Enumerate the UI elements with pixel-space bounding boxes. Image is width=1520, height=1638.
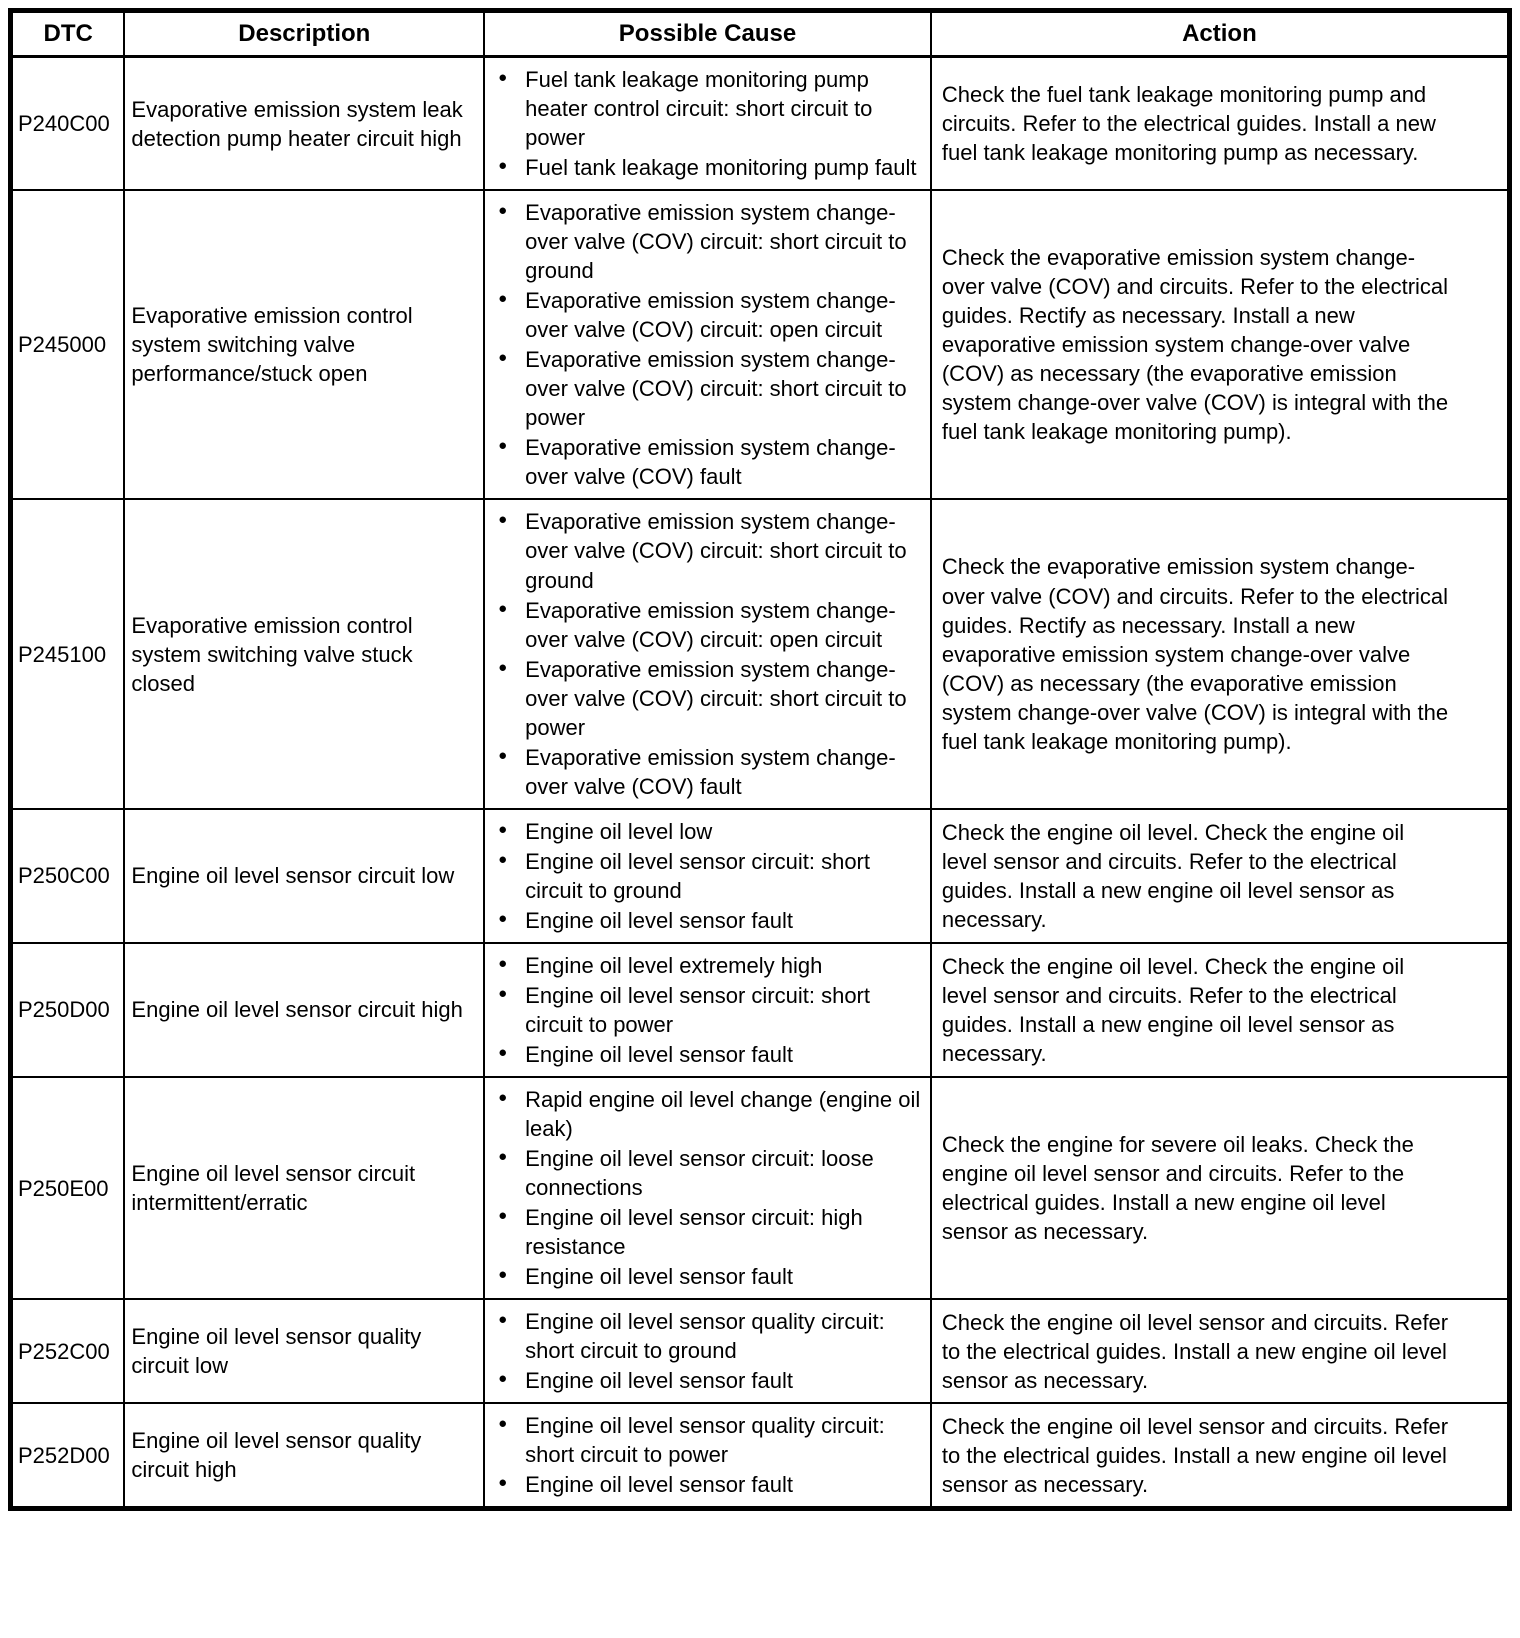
- dtc-action: Check the engine oil level sensor and circuits. Refer to the electrical guides. Install a new engine oil level sensor as necessary.: [931, 1299, 1510, 1403]
- possible-cause-list: [489, 817, 926, 935]
- possible-cause-item: ● Engine oil level sensor circuit: short circuit to ground: [489, 847, 926, 905]
- possible-cause-item: ● Evaporative emission system change-over valve (COV) circuit: short circuit to ground: [489, 507, 926, 594]
- table-row: [11, 57, 1510, 191]
- dtc-description: Engine oil level sensor circuit high: [124, 943, 484, 1077]
- possible-cause-item: ● Evaporative emission system change-over valve (COV) circuit: short circuit to power: [489, 655, 926, 742]
- possible-cause-item: ● Engine oil level sensor circuit: loose connections: [489, 1144, 926, 1202]
- possible-cause-item: ● Engine oil level low: [489, 817, 926, 846]
- possible-cause-item: ● Engine oil level sensor fault: [489, 1262, 926, 1291]
- dtc-action: Check the engine oil level sensor and circuits. Refer to the electrical guides. Install a new engine oil level sensor as necessary.: [931, 1403, 1510, 1509]
- dtc-description: Engine oil level sensor quality circuit high: [124, 1403, 484, 1509]
- table-row: [11, 1403, 1510, 1509]
- possible-cause-item: ● Rapid engine oil level change (engine oil leak): [489, 1085, 926, 1143]
- dtc-code: P250D00: [11, 943, 125, 1077]
- possible-cause-item: ● Evaporative emission system change-over valve (COV) fault: [489, 743, 926, 801]
- possible-cause-item: ● Engine oil level sensor circuit: high resistance: [489, 1203, 926, 1261]
- dtc-description: Evaporative emission system leak detection pump heater circuit high: [124, 57, 484, 191]
- dtc-code: P245000: [11, 190, 125, 499]
- possible-cause-item: ● Evaporative emission system change-over valve (COV) circuit: open circuit: [489, 286, 926, 344]
- dtc-code: P240C00: [11, 57, 125, 191]
- table-row: [11, 1299, 1510, 1403]
- possible-cause-list: [489, 1085, 926, 1291]
- dtc-description: Engine oil level sensor circuit intermittent/erratic: [124, 1077, 484, 1299]
- col-header-description: Description: [124, 11, 484, 57]
- possible-cause-item: ● Engine oil level sensor fault: [489, 1366, 926, 1395]
- dtc-action: Check the evaporative emission system change-over valve (COV) and circuits. Refer to the electrical guides. Rectify as necessary. Install a new evaporative emission system change-over valve (COV) as necessary (the evaporative emission system change-over valve (COV) is integral with the fuel tank leakage monitoring pump).: [931, 190, 1510, 499]
- possible-cause-list: [489, 198, 926, 491]
- dtc-code: P245100: [11, 499, 125, 808]
- possible-cause-item: ● Fuel tank leakage monitoring pump fault: [489, 153, 926, 182]
- possible-cause-item: ● Engine oil level sensor fault: [489, 1470, 926, 1499]
- table-row: [11, 190, 1510, 499]
- dtc-table: [8, 8, 1512, 1511]
- possible-cause-item: ● Engine oil level extremely high: [489, 951, 926, 980]
- col-header-possible-cause: Possible Cause: [484, 11, 931, 57]
- possible-cause-item: ● Evaporative emission system change-over valve (COV) circuit: open circuit: [489, 596, 926, 654]
- dtc-action: Check the engine for severe oil leaks. Check the engine oil level sensor and circuits. Refer to the electrical guides. Install a new engine oil level sensor as necessary.: [931, 1077, 1510, 1299]
- possible-cause-item: ● Engine oil level sensor quality circuit: short circuit to power: [489, 1411, 926, 1469]
- possible-cause-item: ● Engine oil level sensor circuit: short circuit to power: [489, 981, 926, 1039]
- dtc-code: P252D00: [11, 1403, 125, 1509]
- dtc-action: Check the engine oil level. Check the engine oil level sensor and circuits. Refer to the electrical guides. Install a new engine oil level sensor as necessary.: [931, 809, 1510, 943]
- dtc-action: Check the evaporative emission system change-over valve (COV) and circuits. Refer to the electrical guides. Rectify as necessary. Install a new evaporative emission system change-over valve (COV) as necessary (the evaporative emission system change-over valve (COV) is integral with the fuel tank leakage monitoring pump).: [931, 499, 1510, 808]
- possible-cause-item: ● Evaporative emission system change-over valve (COV) fault: [489, 433, 926, 491]
- dtc-code: P250E00: [11, 1077, 125, 1299]
- table-body: [11, 57, 1510, 1509]
- dtc-code: P250C00: [11, 809, 125, 943]
- possible-cause-item: ● Evaporative emission system change-over valve (COV) circuit: short circuit to ground: [489, 198, 926, 285]
- col-header-dtc: DTC: [11, 11, 125, 57]
- possible-cause-item: ● Engine oil level sensor quality circuit: short circuit to ground: [489, 1307, 926, 1365]
- possible-cause-list: [489, 65, 926, 182]
- col-header-action: Action: [931, 11, 1510, 57]
- dtc-description: Engine oil level sensor circuit low: [124, 809, 484, 943]
- table-row: [11, 809, 1510, 943]
- dtc-action: Check the engine oil level. Check the engine oil level sensor and circuits. Refer to the electrical guides. Install a new engine oil level sensor as necessary.: [931, 943, 1510, 1077]
- possible-cause-item: ● Engine oil level sensor fault: [489, 906, 926, 935]
- dtc-description: Evaporative emission control system switching valve performance/stuck open: [124, 190, 484, 499]
- possible-cause-item: ● Evaporative emission system change-over valve (COV) circuit: short circuit to power: [489, 345, 926, 432]
- possible-cause-list: [489, 1307, 926, 1395]
- possible-cause-list: [489, 507, 926, 800]
- dtc-description: Engine oil level sensor quality circuit low: [124, 1299, 484, 1403]
- dtc-description: Evaporative emission control system switching valve stuck closed: [124, 499, 484, 808]
- table-row: [11, 499, 1510, 808]
- table-row: [11, 1077, 1510, 1299]
- dtc-code: P252C00: [11, 1299, 125, 1403]
- possible-cause-list: [489, 951, 926, 1069]
- possible-cause-list: [489, 1411, 926, 1499]
- possible-cause-item: ● Fuel tank leakage monitoring pump heater control circuit: short circuit to power: [489, 65, 926, 152]
- table-row: [11, 943, 1510, 1077]
- possible-cause-item: ● Engine oil level sensor fault: [489, 1040, 926, 1069]
- header-row: [11, 11, 1510, 57]
- dtc-action: Check the fuel tank leakage monitoring pump and circuits. Refer to the electrical guides. Install a new fuel tank leakage monitoring pump as necessary.: [931, 57, 1510, 191]
